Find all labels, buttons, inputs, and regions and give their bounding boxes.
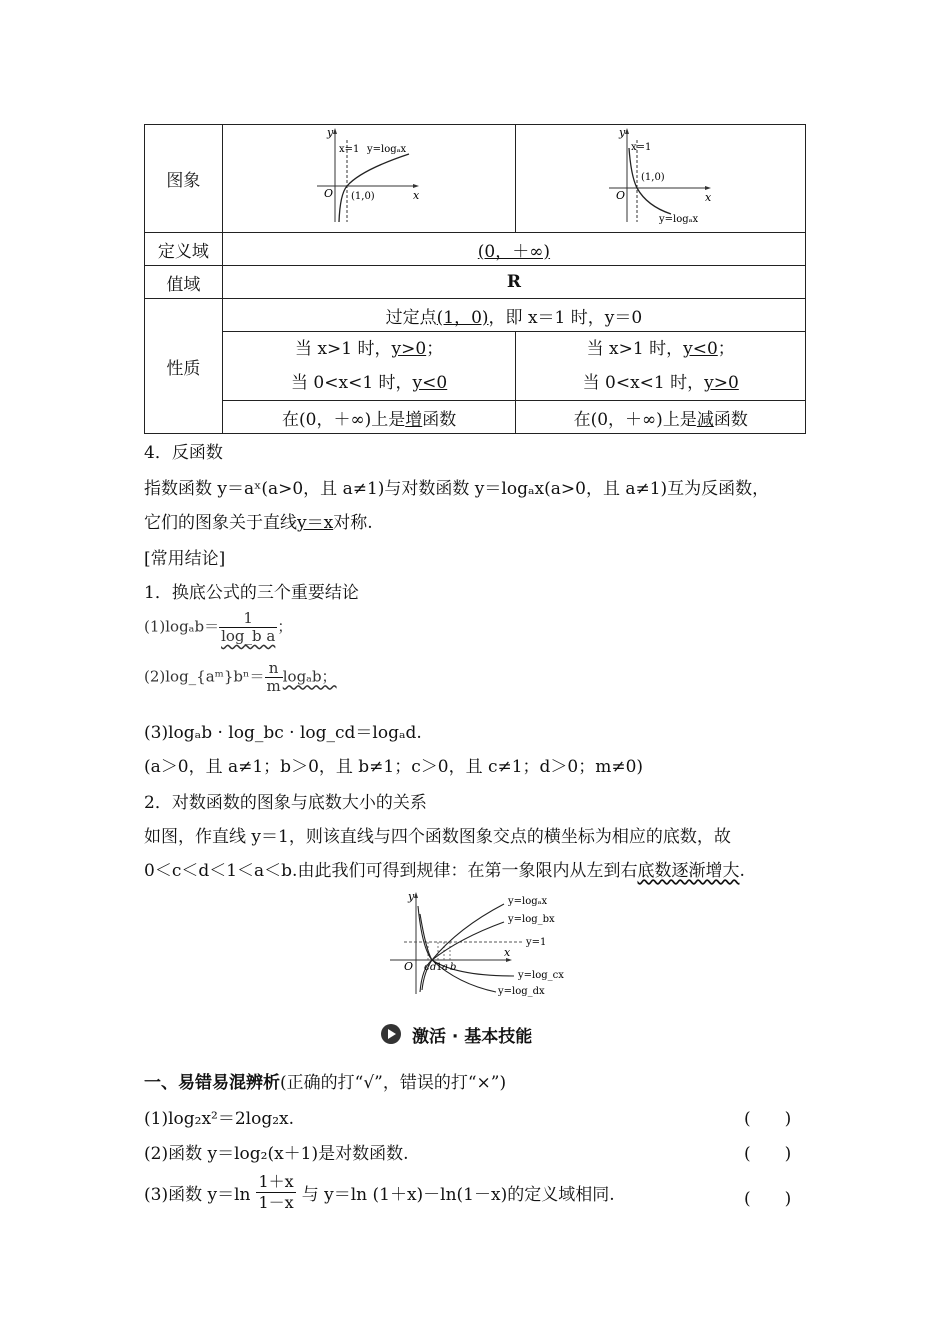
tick-b: b bbox=[450, 962, 457, 973]
row-header-range: 值域 bbox=[145, 266, 223, 299]
graph-increasing bbox=[222, 125, 516, 233]
curve-a-label: y=logₐx bbox=[508, 896, 548, 907]
y-axis-label: y bbox=[327, 126, 334, 139]
monotonic-decreasing: 在(0，＋∞)上是减函数 bbox=[516, 401, 806, 434]
fixed-point-cell: 过定点(1，0)，即 x＝1 时，y＝0 bbox=[222, 299, 805, 332]
function-label: y=logₐx bbox=[658, 214, 698, 225]
function-label: y=logₐx bbox=[367, 144, 407, 155]
conclusions-bracket: [常用结论] bbox=[144, 549, 226, 569]
fixed-point: (1，0) bbox=[436, 307, 489, 328]
conditions: (a＞0，且 a≠1；b＞0，且 b≠1；c＞0，且 c≠1；d＞0；m≠0) bbox=[144, 757, 644, 777]
line-y1-label: y=1 bbox=[526, 937, 547, 948]
row-header-property: 性质 bbox=[145, 299, 223, 434]
conclusion-heading-1: 1．换底公式的三个重要结论 bbox=[144, 583, 359, 603]
curve-d-label: y=log_dx bbox=[498, 986, 545, 997]
formula-2: (2)log_{aᵐ}bⁿ＝ $\frac{n}{m}$ logₐb； bbox=[144, 659, 337, 695]
answer-blank-1[interactable]: ( ) bbox=[744, 1109, 792, 1129]
curve-c-label: y=log_cx bbox=[518, 970, 564, 981]
conclusion-heading-2: 2．对数函数的图象与底数大小的关系 bbox=[144, 793, 427, 813]
answer-blank-2[interactable]: ( ) bbox=[744, 1144, 792, 1164]
row-header-domain: 定义域 bbox=[145, 233, 223, 266]
inverse-heading: 4．反函数 bbox=[144, 443, 223, 463]
decreasing-log-graph bbox=[601, 126, 721, 226]
tick-a: a bbox=[442, 962, 448, 973]
formula-1: (1)logₐb＝ $\frac{1}{\text{log\_b a}}$ ； bbox=[144, 609, 293, 645]
point-label: (1,0) bbox=[351, 191, 375, 202]
banner-title: 激活 · 基本技能 bbox=[412, 1026, 533, 1047]
increasing-log-graph bbox=[309, 126, 429, 226]
tick-c: c bbox=[424, 962, 430, 973]
sign-cell-increasing: 当 x>1 时，y>0； 当 0<x<1 时，y<0 bbox=[222, 332, 516, 401]
row-header-image: 图象 bbox=[145, 125, 223, 233]
range-value: R bbox=[222, 266, 805, 299]
inverse-line-2: 它们的图象关于直线y＝x对称. bbox=[144, 513, 373, 533]
x-axis-label: x bbox=[704, 191, 711, 204]
section-banner bbox=[380, 1022, 532, 1046]
point-label: (1,0) bbox=[640, 172, 665, 183]
answer-blank-3[interactable]: ( ) bbox=[744, 1189, 792, 1209]
tick-1: 1 bbox=[436, 962, 443, 973]
monotonic-increasing: 在(0，＋∞)上是增函数 bbox=[222, 401, 516, 434]
x-axis-label: x bbox=[504, 946, 511, 959]
question-1: (1)log₂x²＝2log₂x. bbox=[144, 1109, 295, 1129]
four-log-curves-figure bbox=[386, 888, 566, 998]
question-2: (2)函数 y＝log₂(x＋1)是对数函数. bbox=[144, 1144, 409, 1164]
graph-decreasing bbox=[516, 125, 806, 233]
origin-label: O bbox=[324, 187, 334, 200]
exercise-heading: 一、易错易混辨析(正确的打“√”，错误的打“×”) bbox=[144, 1073, 507, 1093]
y-axis-label: y bbox=[408, 890, 415, 903]
log-properties-table bbox=[144, 124, 806, 434]
domain-value: (0，＋∞) bbox=[222, 233, 805, 266]
conclusion-paragraph-1: 如图，作直线 y＝1，则该直线与四个函数图象交点的横坐标为相应的底数，故 bbox=[144, 827, 731, 847]
tick-d: d bbox=[430, 962, 437, 973]
question-3: (3)函数 y＝ln $\frac{1+x}{1-x}$ 与 y＝ln (1＋x)－ln(1－x)的定义域相同. bbox=[144, 1171, 615, 1212]
x-axis-label: x bbox=[413, 189, 420, 202]
origin-label: O bbox=[615, 189, 625, 202]
y-axis-label: y bbox=[618, 126, 625, 139]
curve-b-label: y=log_bx bbox=[508, 914, 555, 925]
x1-label: x=1 bbox=[339, 144, 360, 155]
sign-cell-decreasing: 当 x>1 时，y<0； 当 0<x<1 时，y>0 bbox=[516, 332, 806, 401]
inverse-line-1: 指数函数 y＝aˣ(a>0，且 a≠1)与对数函数 y＝logₐx(a>0，且 a≠1)互为反函数， bbox=[144, 479, 770, 499]
x1-label: x=1 bbox=[630, 142, 652, 153]
origin-label: O bbox=[404, 960, 414, 973]
play-circle-icon bbox=[380, 1023, 402, 1045]
formula-3: (3)logₐb · log_bc · log_cd＝logₐd. bbox=[144, 723, 422, 743]
conclusion-paragraph-2: 0＜c＜d＜1＜a＜b.由此我们可得到规律：在第一象限内从左到右底数逐渐增大. bbox=[144, 861, 745, 881]
